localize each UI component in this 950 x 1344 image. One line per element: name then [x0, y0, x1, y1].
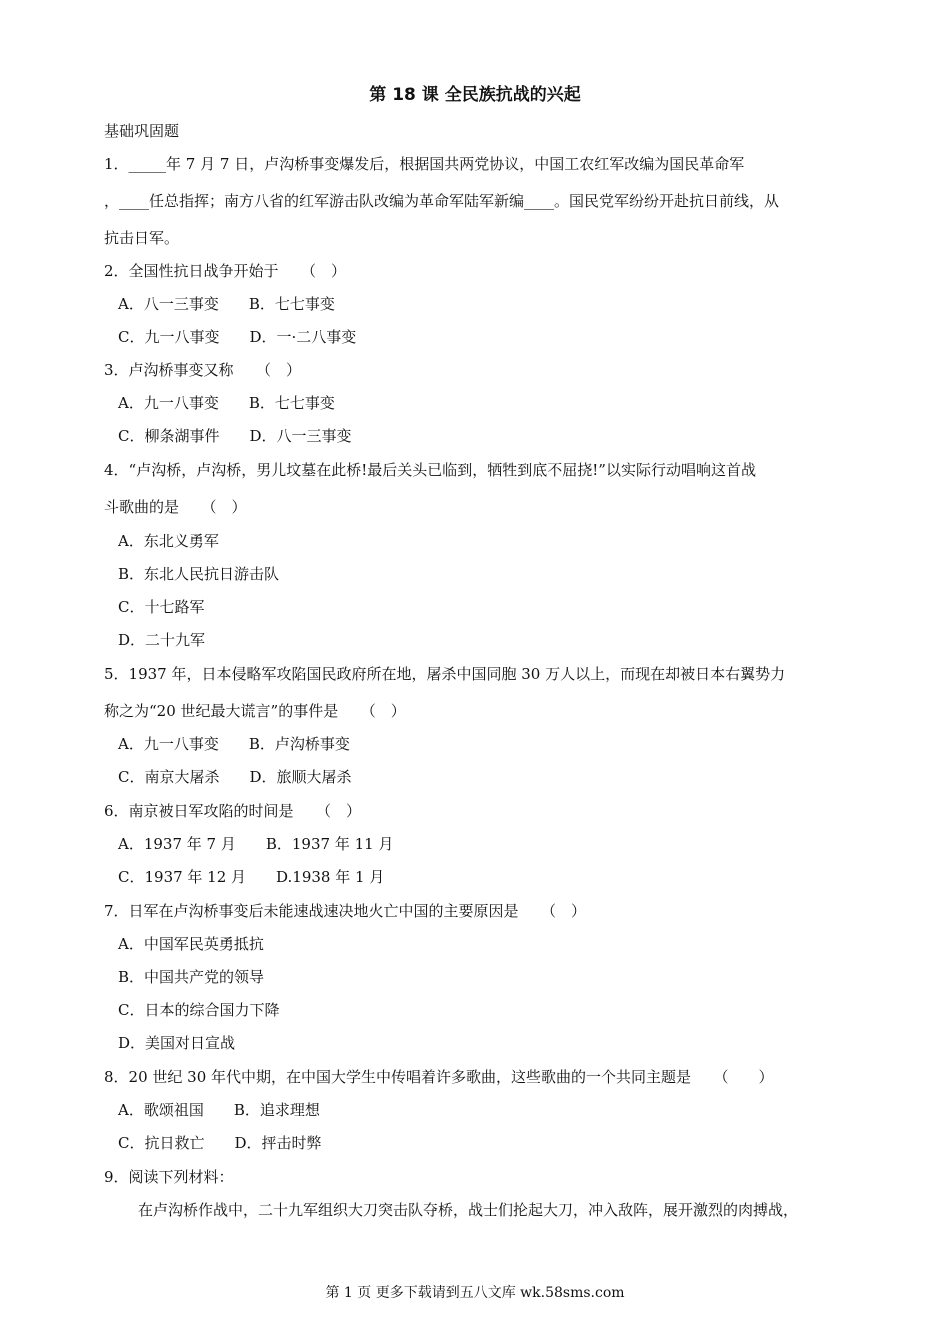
q6-options-row-1: A．1937 年 7 月 B．1937 年 11 月: [118, 835, 394, 853]
q4-option-c: C．十七路军: [118, 598, 205, 616]
q1-line-3: 抗击日军。: [104, 229, 180, 247]
q7-option-c: C．日本的综合国力下降: [118, 1001, 280, 1019]
q5-line-1: 5．1937 年，日本侵略军攻陷国民政府所在地，屠杀中国同胞 30 万人以上，而现在却被日本右翼势力: [104, 665, 786, 683]
q4-line-1: 4．“卢沟桥，卢沟桥，男儿坟墓在此桥!最后关头已临到，牺牲到底不屈挠!”以实际行动唱响这首战: [104, 461, 756, 479]
q4-option-a: A．东北义勇军: [118, 532, 219, 550]
q1-line-2: ，____任总指挥；南方八省的红军游击队改编为革命军陆军新编____。国民党军纷纷开赴抗日前线，从: [104, 192, 780, 210]
q2-options-row-1: A．八一三事变 B．七七事变: [118, 295, 335, 313]
q4-line-2: 斗歌曲的是 （ ）: [104, 498, 247, 516]
q7-stem: 7．日军在卢沟桥事变后未能速战速决地火亡中国的主要原因是 （ ）: [104, 902, 587, 920]
q9-material: 在卢沟桥作战中，二十九军组织大刀突击队夺桥，战士们抡起大刀，冲入敌阵，展开激烈的肉搏战，: [138, 1201, 799, 1219]
q2-options-row-2: C．九一八事变 D．一·二八事变: [118, 328, 357, 346]
q5-line-2: 称之为“20 世纪最大谎言”的事件是 （ ）: [104, 702, 406, 720]
q8-options-row-1: A．歌颂祖国 B．追求理想: [118, 1101, 320, 1119]
page-footer: 第 1 页 更多下载请到五八文库 wk.58sms.com: [325, 1285, 625, 1301]
q5-options-row-1: A．九一八事变 B．卢沟桥事变: [118, 735, 350, 753]
q2-stem: 2．全国性抗日战争开始于 （ ）: [104, 262, 347, 280]
q3-options-row-2: C．柳条湖事件 D．八一三事变: [118, 427, 352, 445]
q5-options-row-2: C．南京大屠杀 D．旅顺大屠杀: [118, 768, 352, 786]
q3-options-row-1: A．九一八事变 B．七七事变: [118, 394, 335, 412]
q7-option-a: A．中国军民英勇抵抗: [118, 935, 264, 953]
q4-option-b: B．东北人民抗日游击队: [118, 565, 280, 583]
q3-stem: 3．卢沟桥事变又称 （ ）: [104, 361, 302, 379]
q8-options-row-2: C．抗日救亡 D．抨击时弊: [118, 1134, 322, 1152]
section-heading: 基础巩固题: [104, 122, 180, 140]
q9-stem: 9．阅读下列材料：: [104, 1168, 234, 1186]
q6-stem: 6．南京被日军攻陷的时间是 （ ）: [104, 802, 362, 820]
q7-option-b: B．中国共产党的领导: [118, 968, 265, 986]
q7-option-d: D．美国对日宣战: [118, 1034, 236, 1052]
q4-option-d: D．二十九军: [118, 631, 206, 649]
q8-stem: 8．20 世纪 30 年代中期，在中国大学生中传唱着许多歌曲，这些歌曲的一个共同主题是 （ ）: [104, 1068, 774, 1086]
q1-line-1: 1．_____年 7 月 7 日，卢沟桥事变爆发后，根据国共两党协议，中国工农红军改编为国民革命军: [104, 155, 745, 173]
page-title: 第 18 课 全民族抗战的兴起: [369, 85, 581, 105]
q6-options-row-2: C．1937 年 12 月 D.1938 年 1 月: [118, 868, 385, 886]
